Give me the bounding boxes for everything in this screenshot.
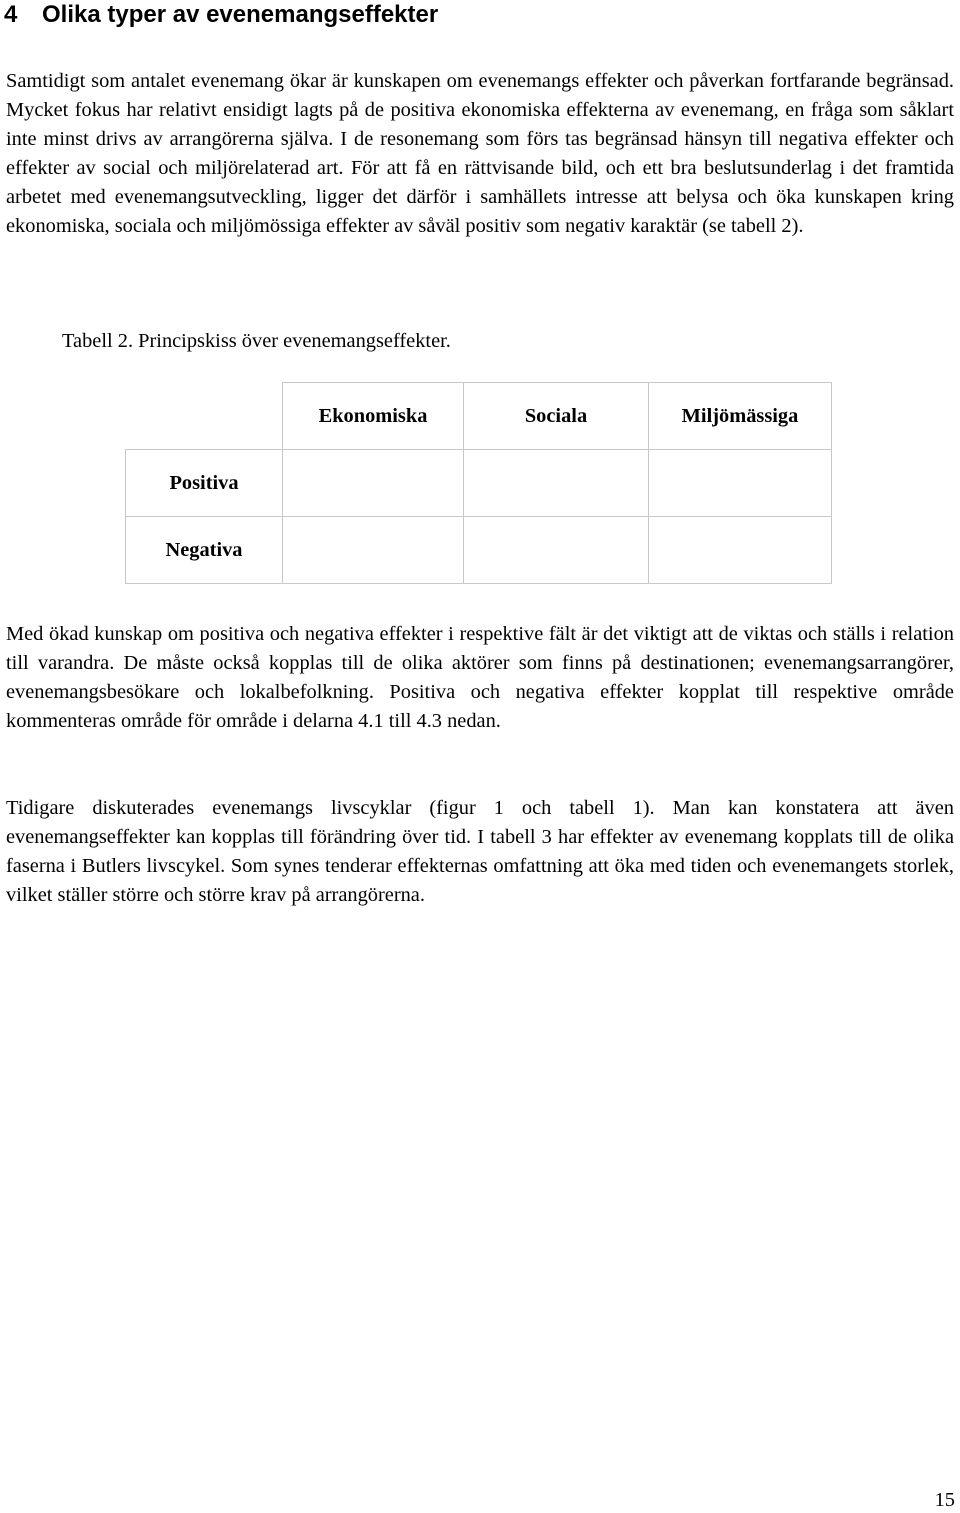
table-cell bbox=[649, 517, 832, 584]
table-row bbox=[126, 450, 832, 517]
section-number: 4 bbox=[4, 1, 18, 28]
table-corner-cell bbox=[126, 383, 283, 450]
table-header-row bbox=[126, 383, 832, 450]
table-cell bbox=[464, 517, 649, 584]
column-header-miljomassiga: Miljömässiga bbox=[649, 383, 832, 450]
column-header-ekonomiska: Ekonomiska bbox=[283, 383, 464, 450]
table-row bbox=[126, 517, 832, 584]
column-header-sociala: Sociala bbox=[464, 383, 649, 450]
paragraph-weighting: Med ökad kunskap om positiva och negativa effekter i respektive fält är det viktigt att de viktas och ställs i relation till varandra. De måste också kopplas till de olika aktörer som finns på destinationen; evenemangsarrangörer, evenemangsbesökare och lokalbefolkning. Positiva och negativa effekter kopplat till respektive område kommenteras område för område i delarna 4.1 till 4.3 nedan. bbox=[6, 623, 954, 732]
table-cell bbox=[464, 450, 649, 517]
paragraph-lifecycle: Tidigare diskuterades evenemangs livscyklar (figur 1 och tabell 1). Man kan konstatera att även evenemangseffekter kan kopplas till förändring över tid. I tabell 3 har effekter av evenemang kopplats till de olika faserna i Butlers livscykel. Som synes tenderar effekternas omfattning att öka med tiden och evenemangets storlek, vilket ställer större och större krav på arrangörerna. bbox=[6, 797, 954, 906]
table-cell bbox=[283, 450, 464, 517]
table-cell bbox=[649, 450, 832, 517]
row-header-negativa: Negativa bbox=[126, 517, 283, 584]
effects-table bbox=[125, 382, 832, 584]
table-cell bbox=[283, 517, 464, 584]
row-header-positiva: Positiva bbox=[126, 450, 283, 517]
page-number: 15 bbox=[934, 1489, 955, 1511]
section-heading bbox=[4, 0, 438, 30]
paragraph-intro: Samtidigt som antalet evenemang ökar är kunskapen om evenemangs effekter och påverkan fortfarande begränsad. Mycket fokus har relativt ensidigt lagts på de positiva ekonomiska effekterna av evenemang, en fråga som såklart inte minst drivs av arrangörerna själva. I de resonemang som förs tas begränsad hänsyn till negativa effekter och effekter av social och miljörelaterad art. För att få en rättvisande bild, och ett bra beslutsunderlag i det framtida arbetet med evenemangsutveckling, ligger det därför i samhällets intresse att belysa och öka kunskapen kring ekonomiska, sociala och miljömössiga effekter av såväl positiv som negativ karaktär (se tabell 2). bbox=[6, 70, 954, 237]
table-caption: Tabell 2. Principskiss över evenemangseffekter. bbox=[62, 330, 451, 352]
section-title: Olika typer av evenemangseffekter bbox=[42, 1, 439, 28]
